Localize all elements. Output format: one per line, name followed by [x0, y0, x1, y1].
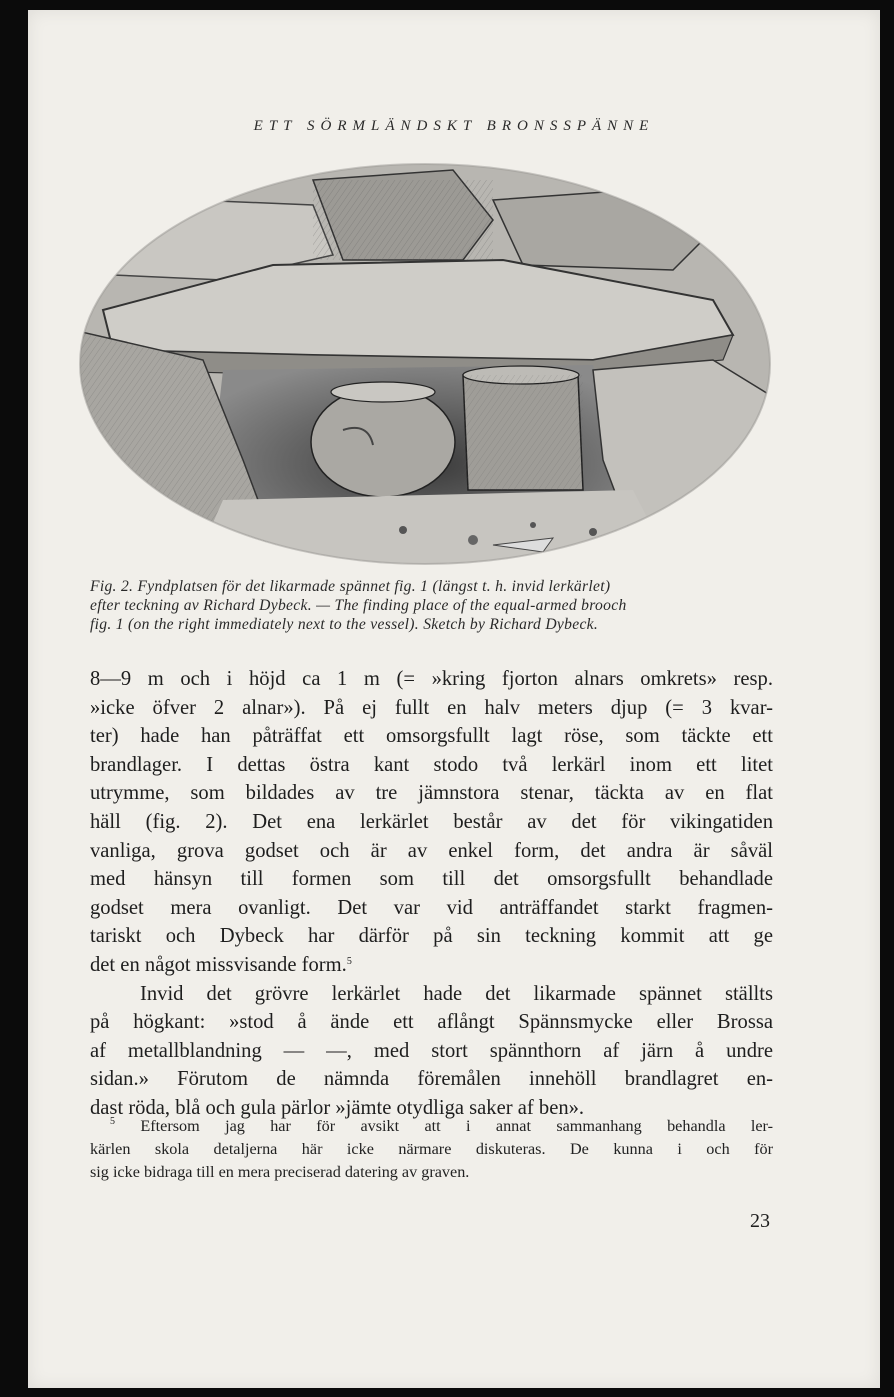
body-line: tariskt och Dybeck har därför på sin teckning kommit att ge [90, 925, 773, 948]
footnote-reference: 5 [346, 955, 352, 967]
body-line: med hänsyn till formen som till det omsorgsfullt behandlade [90, 868, 773, 891]
caption-line: Fig. 2. Fyndplatsen för det likarmade spännet fig. 1 (längst t. h. invid lerkärlet) [90, 578, 611, 595]
figure-caption [90, 577, 780, 634]
footnote-line-with-marker [90, 1115, 773, 1138]
body-line: ter) hade han påträffat ett omsorgsfullt lagt röse, som täckte ett [90, 725, 773, 748]
body-line: af metallblandning — —, med stort spännthorn af järn å undre [90, 1039, 773, 1062]
footnote-line: kärlen skola detaljerna här icke närmare diskuteras. De kunna i och för [90, 1140, 773, 1158]
body-line: häll (fig. 2). Det ena lerkärlet består av det för vikingatiden [90, 810, 773, 833]
book-page [28, 10, 880, 1388]
page-number: 23 [750, 1210, 770, 1232]
body-line: dast röda, blå och gula pärlor »jämte otydliga saker af ben». [90, 1096, 585, 1119]
footnote-marker: 5 [110, 1116, 115, 1127]
body-line: »icke öfver 2 alnar»). På ej fullt en halv meters djup (= 3 kvar- [90, 696, 773, 719]
caption-line: fig. 1 (on the right immediately next to the vessel). Sketch by Richard Dybeck. [90, 616, 599, 633]
illustration-stone-cist-with-two-vessels [73, 160, 778, 568]
footnote [90, 1115, 773, 1184]
body-line: godset mera ovanligt. Det var vid anträffandet starkt fragmen- [90, 896, 773, 919]
footnote-line: sig icke bidraga till en mera preciserad datering av graven. [90, 1163, 470, 1181]
body-line: brandlager. I dettas östra kant stodo två lerkärl inom ett litet [90, 753, 773, 776]
body-line: vanliga, grova godset och är av enkel form, det andra är såväl [90, 839, 773, 862]
body-text [90, 665, 773, 1123]
body-line-with-footnote [90, 951, 773, 980]
body-line: 8—9 m och i höjd ca 1 m (= »kring fjorton alnars omkrets» resp. [90, 668, 773, 690]
running-head: ETT SÖRMLÄNDSKT BRONSSPÄNNE [253, 118, 655, 134]
body-line: Invid det grövre lerkärlet hade det likarmade spännet ställts [140, 982, 773, 1005]
body-line: utrymme, som bildades av tre jämnstora stenar, täckta av en flat [90, 782, 773, 805]
footnote-line-text: Eftersom jag har för avsikt att i annat sammanhang behandla ler- [140, 1117, 774, 1135]
caption-line: efter teckning av Richard Dybeck. — The finding place of the equal-armed brooch [90, 597, 627, 614]
body-line: sidan.» Förutom de nämnda föremålen innehöll brandlagret en- [90, 1068, 773, 1091]
body-line: på högkant: »stod å ände ett aflångt Spännsmycke eller Brossa [90, 1011, 773, 1034]
body-line-text: det en något missvisande form. [90, 953, 347, 976]
